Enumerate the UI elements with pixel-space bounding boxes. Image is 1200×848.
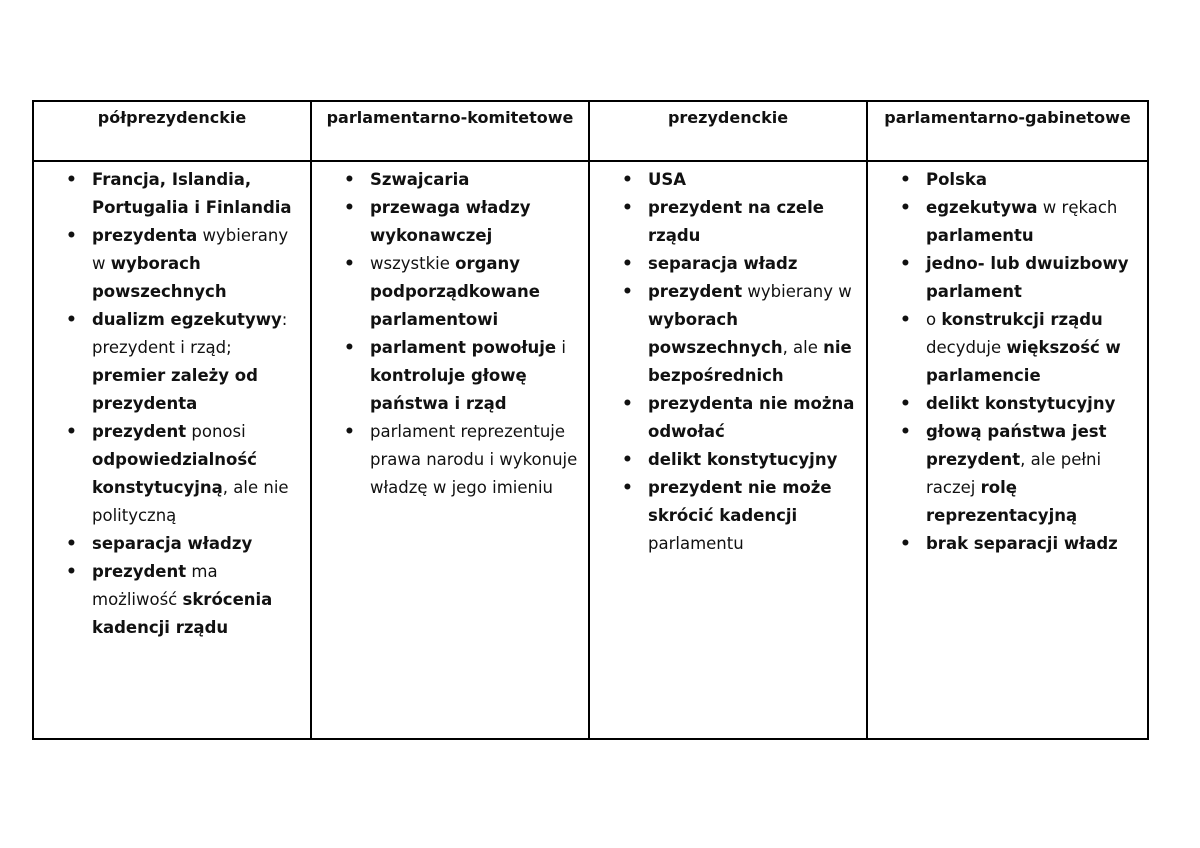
bold-text: egzekutywa xyxy=(926,198,1038,217)
bold-text: Polska xyxy=(926,170,988,189)
list-item xyxy=(600,390,860,446)
bold-text: nie bezpośrednich xyxy=(648,338,852,385)
bold-text: kontroluje głowę państwa i rząd xyxy=(370,366,527,413)
bold-text: wyborach powszechnych xyxy=(648,310,783,357)
regular-text: ma możliwość xyxy=(92,562,218,609)
bold-text: brak separacji władz xyxy=(926,534,1118,553)
bold-text: separacja władz xyxy=(648,254,798,273)
list-item xyxy=(600,250,860,278)
bold-text: prezydenta nie można odwołać xyxy=(648,394,855,441)
bold-text: rolę reprezentacyjną xyxy=(926,478,1078,525)
regular-text: wszystkie xyxy=(370,254,456,273)
bold-text: prezydenta xyxy=(92,226,198,245)
list-item xyxy=(322,166,582,194)
bold-text: jedno- lub dwuizbowy parlament xyxy=(926,254,1129,301)
list-item xyxy=(44,306,304,418)
list-item xyxy=(44,166,304,222)
header-row xyxy=(33,101,1148,161)
list-item xyxy=(600,278,860,390)
bold-text: parlamentu xyxy=(926,226,1034,245)
systems-comparison-table xyxy=(32,100,1149,740)
regular-text: decyduje xyxy=(926,338,1007,357)
regular-text: wybierany w xyxy=(742,282,852,301)
bold-text: dualizm egzekutywy xyxy=(92,310,282,329)
regular-text: , ale pełni raczej xyxy=(926,450,1102,497)
list-item xyxy=(878,250,1141,306)
bullet-list xyxy=(878,166,1141,558)
regular-text: , ale nie polityczną xyxy=(92,478,289,525)
list-item xyxy=(878,390,1141,418)
list-item xyxy=(322,194,582,250)
list-item xyxy=(44,418,304,530)
list-item xyxy=(878,306,1141,390)
bold-text: prezydent nie może skrócić kadencji xyxy=(648,478,832,525)
bullet-list xyxy=(600,166,860,558)
list-item xyxy=(878,530,1141,558)
header-semi-presidential: półprezydenckie xyxy=(33,101,311,161)
list-item xyxy=(878,166,1141,194)
bold-text: prezydent xyxy=(92,422,187,441)
bold-text: przewaga władzy wykonawczej xyxy=(370,198,531,245)
column-presidential xyxy=(589,161,867,739)
regular-text: i xyxy=(556,338,566,357)
bold-text: wyborach powszechnych xyxy=(92,254,227,301)
bold-text: organy podporządkowane parlamentowi xyxy=(370,254,540,329)
list-item xyxy=(878,418,1141,530)
header-parliamentary-cabinet: parlamentarno-gabinetowe xyxy=(867,101,1148,161)
regular-text: : prezydent i rząd; xyxy=(92,310,288,357)
list-item xyxy=(44,530,304,558)
content-row xyxy=(33,161,1148,739)
column-parliamentary-cabinet xyxy=(867,161,1148,739)
bold-text: prezydent na czele rządu xyxy=(648,198,824,245)
list-item xyxy=(322,334,582,418)
regular-text: parlament reprezentuje prawa narodu i wykonuje władzę w jego imieniu xyxy=(370,422,578,497)
header-parliamentary-committee: parlamentarno-komitetowe xyxy=(311,101,589,161)
list-item xyxy=(322,250,582,334)
list-item xyxy=(44,558,304,642)
list-item xyxy=(600,446,860,474)
regular-text: , ale xyxy=(782,338,824,357)
bold-text: separacja władzy xyxy=(92,534,253,553)
bold-text: konstrukcji rządu xyxy=(941,310,1103,329)
bold-text: delikt konstytucyjny xyxy=(648,450,838,469)
list-item xyxy=(600,166,860,194)
regular-text: o xyxy=(926,310,942,329)
bold-text: delikt konstytucyjny xyxy=(926,394,1116,413)
bold-text: prezydent xyxy=(648,282,743,301)
bold-text: Szwajcaria xyxy=(370,170,470,189)
bold-text: większość w parlamencie xyxy=(926,338,1121,385)
list-item xyxy=(322,418,582,502)
bold-text: skrócenia kadencji rządu xyxy=(92,590,273,637)
regular-text: w rękach xyxy=(1037,198,1118,217)
bold-text: prezydent xyxy=(92,562,187,581)
bullet-list xyxy=(44,166,304,642)
bold-text: USA xyxy=(648,170,687,189)
regular-text: ponosi xyxy=(186,422,246,441)
header-presidential: prezydenckie xyxy=(589,101,867,161)
bold-text: Francja, Islandia, Portugalia i Finlandia xyxy=(92,170,292,217)
list-item xyxy=(600,194,860,250)
bold-text: głową państwa jest prezydent xyxy=(926,422,1107,469)
list-item xyxy=(600,474,860,558)
bold-text: premier zależy od prezydenta xyxy=(92,366,258,413)
bold-text: odpowiedzialność konstytucyjną xyxy=(92,450,257,497)
regular-text: parlamentu xyxy=(648,534,744,553)
list-item xyxy=(878,194,1141,250)
regular-text: wybierany w xyxy=(92,226,289,273)
column-parliamentary-committee xyxy=(311,161,589,739)
column-semi-presidential xyxy=(33,161,311,739)
bullet-list xyxy=(322,166,582,502)
bold-text: parlament powołuje xyxy=(370,338,557,357)
list-item xyxy=(44,222,304,306)
